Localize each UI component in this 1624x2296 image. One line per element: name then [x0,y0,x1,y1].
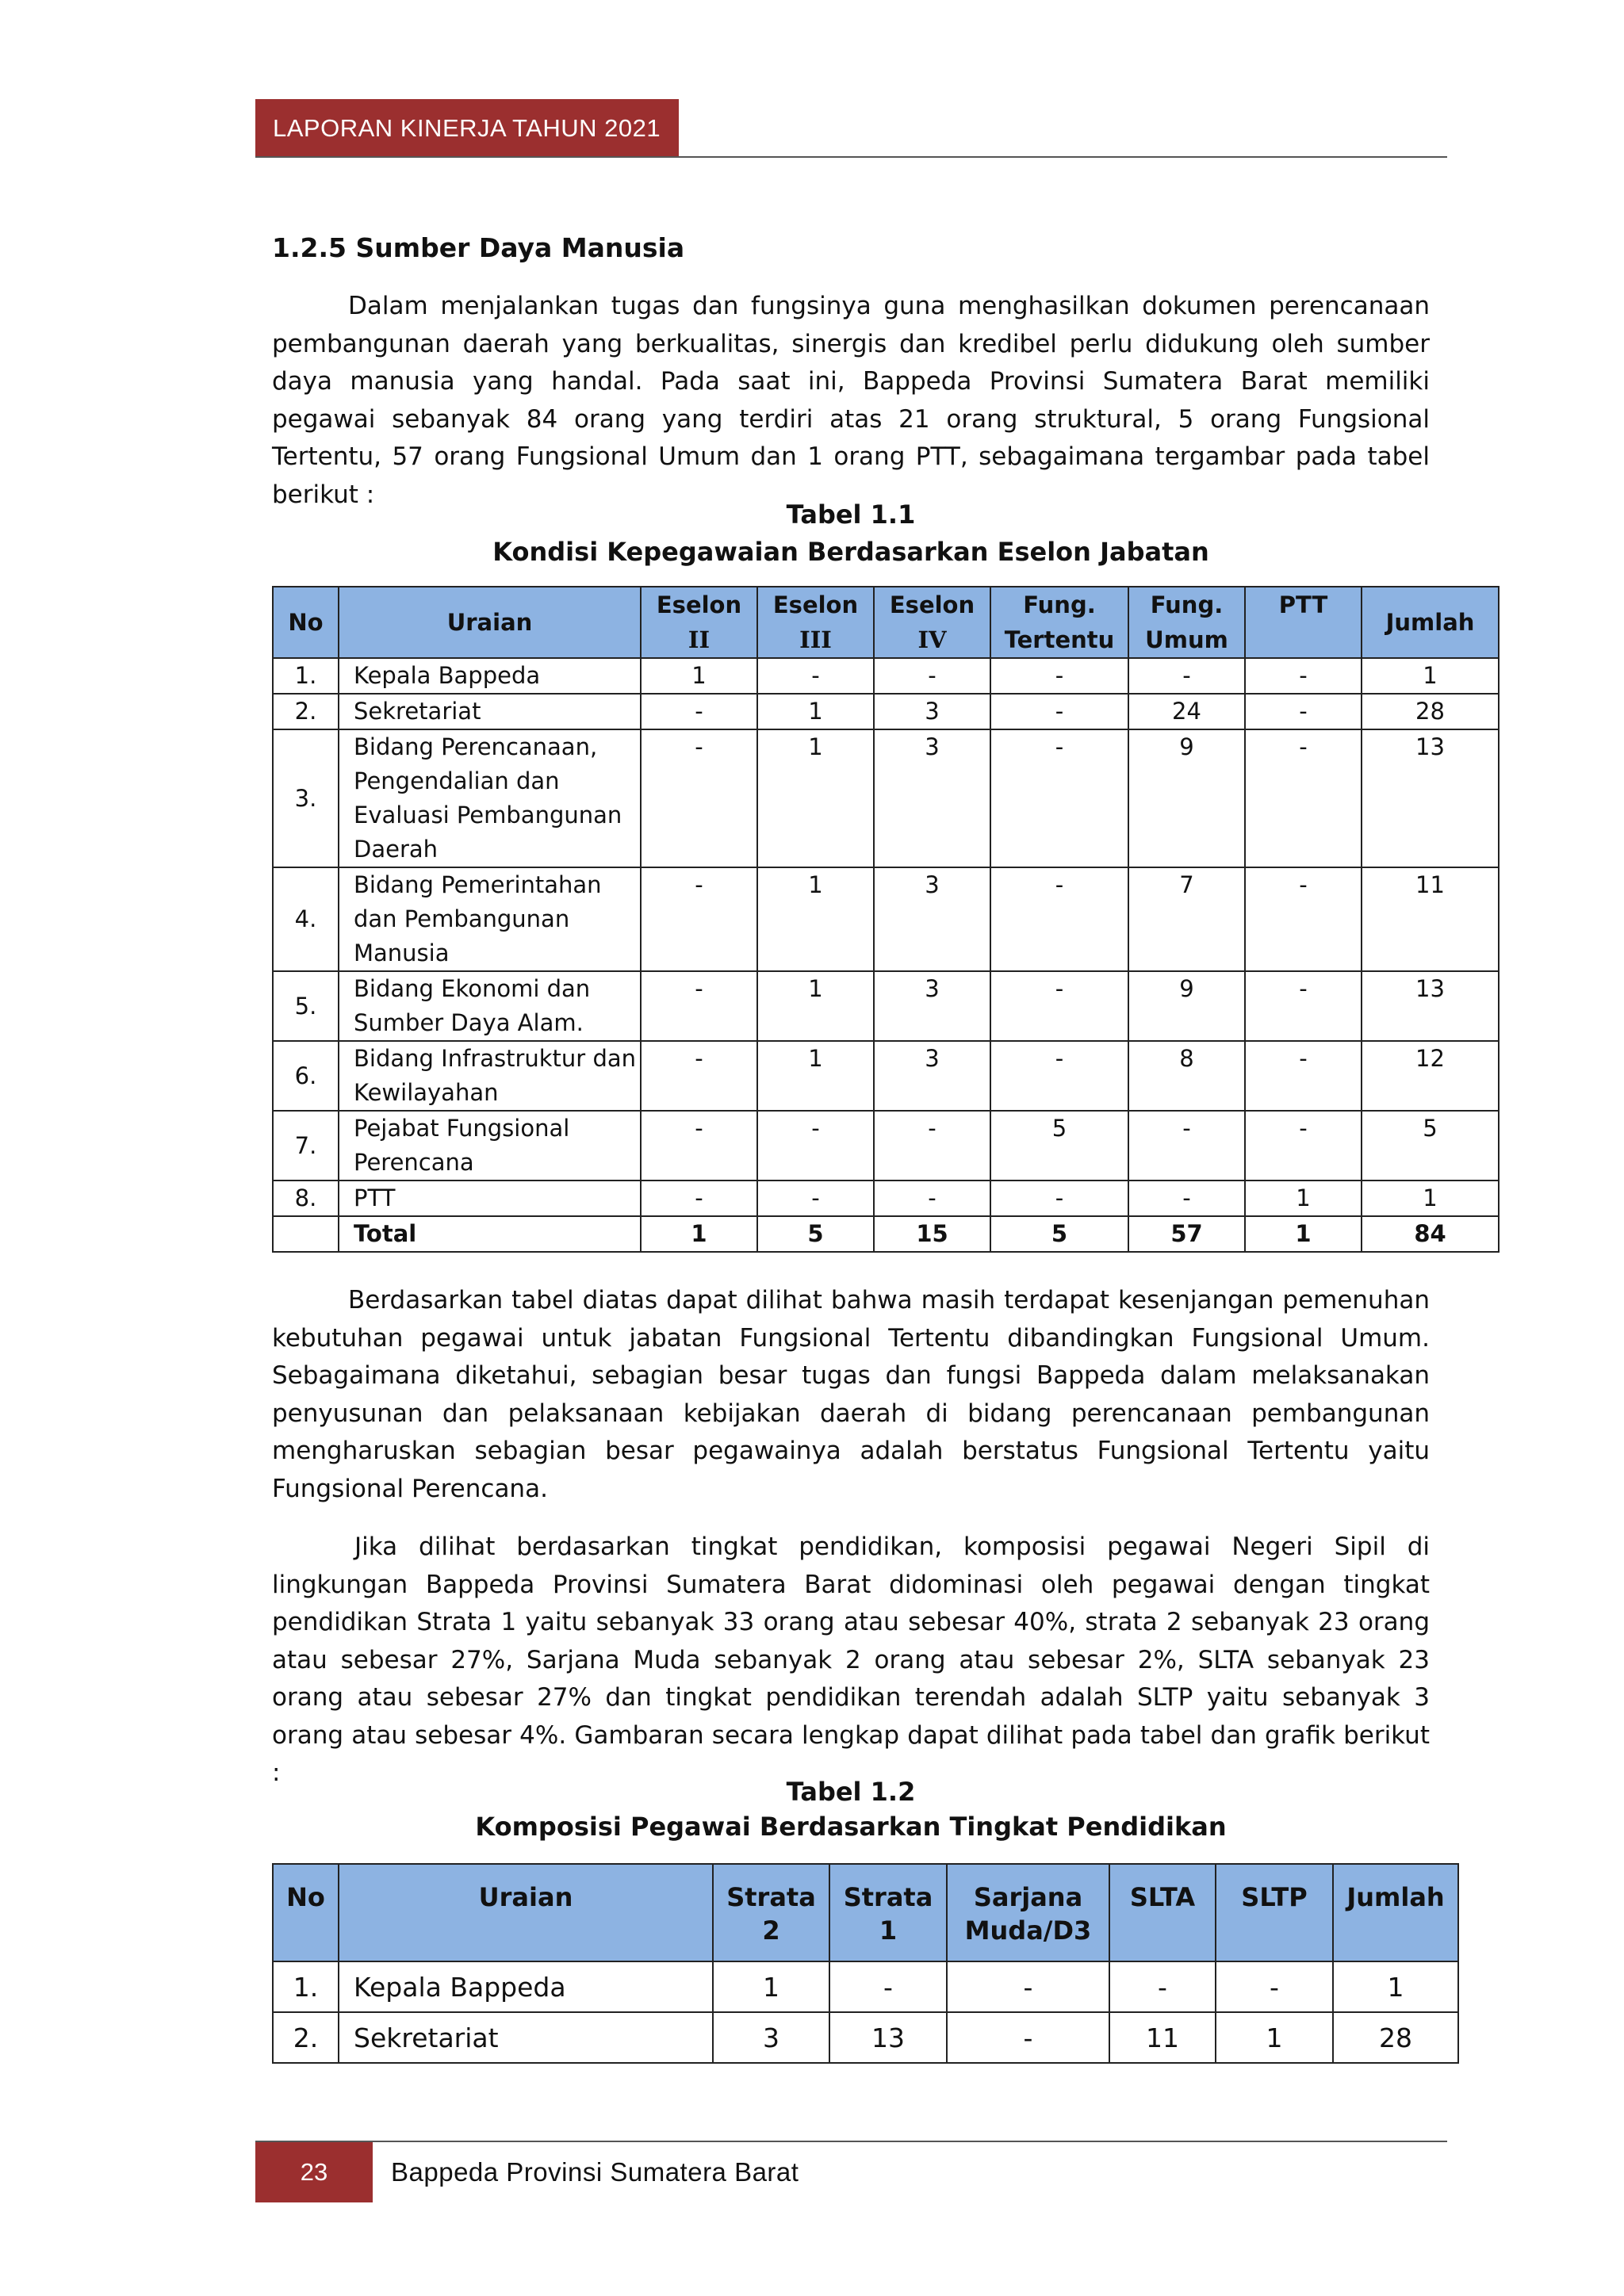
table2-caption-title: Komposisi Pegawai Berdasarkan Tingkat Pendidikan [475,1812,1227,1842]
row-value-ptt: - [1245,694,1362,729]
table-cell [273,1216,339,1252]
row-number: 8. [273,1181,339,1216]
row-value-jml: 11 [1362,867,1499,971]
row-value-e4: 3 [874,1041,990,1111]
table-eselon [272,586,1500,1253]
paragraph-education: Jika dilihat berdasarkan tingkat pendidikan, komposisi pegawai Negeri Sipil di lingkungan Bappeda Provinsi Sumatera Barat didominasi oleh pegawai dengan tingkat pendidikan Strata 1 yaitu sebanyak 33 orang atau sebesar 40%, strata 2 sebanyak 23 orang atau sebesar 27%, Sarjana Muda sebanyak 2 orang atau sebesar 2%, SLTA sebanyak 23 orang atau sebesar 27% dan tingkat pendidikan terendah adalah SLTP yaitu sebanyak 3 orang atau sebesar 4%. Gambaran secara lengkap dapat dilihat pada tabel dan grafik berikut : [272,1533,1430,1787]
row-value-fu: 8 [1128,1041,1245,1111]
row-value-e4: 3 [874,971,990,1041]
row-number: 2. [273,2012,339,2063]
report-header-title: LAPORAN KINERJA TAHUN 2021 [255,99,679,158]
col-header-no: No [273,1864,339,1961]
row-value-e2: 1 [641,658,757,694]
row-value-s2: 1 [713,1961,829,2012]
row-value-fu: - [1128,658,1245,694]
row-value-ft: - [990,1181,1128,1216]
row-value-ptt: - [1245,971,1362,1041]
row-value-fu: 24 [1128,694,1245,729]
table-row [273,2012,1458,2063]
row-value-e3: 1 [757,971,874,1041]
table-row [273,867,1499,971]
row-value-e3: 1 [757,694,874,729]
row-value-ft: - [990,729,1128,867]
row-uraian: Sekretariat [339,2012,713,2063]
row-value-jml: 28 [1362,694,1499,729]
table-pendidikan [272,1863,1459,2064]
row-uraian: Bidang Infrastruktur dan Kewilayahan [339,1041,641,1111]
table2-header-row [273,1864,1458,1961]
row-value-ft: - [990,658,1128,694]
header-divider [255,156,1447,158]
table-row [273,971,1499,1041]
row-value-e3: - [757,1111,874,1181]
table1-caption-number: Tabel 1.1 [786,499,916,530]
row-value-jml: 1 [1362,1181,1499,1216]
row-value-e4: - [874,1181,990,1216]
row-number: 3. [273,729,339,867]
paragraph-intro: Dalam menjalankan tugas dan fungsinya guna menghasilkan dokumen perencanaan pembangunan daerah yang berkualitas, sinergis dan kredibel perlu didukung oleh sumber daya manusia yang handal. Pada saat ini, Bappeda Provinsi Sumatera Barat memiliki pegawai sebanyak 84 orang yang terdiri atas 21 orang struktural, 5 orang Fungsional Tertentu, 57 orang Fungsional Umum dan 1 orang PTT, sebagaimana tergambar pada tabel berikut : [272,292,1430,509]
row-number: 6. [273,1041,339,1111]
table-row [273,694,1499,729]
page-number: 23 [255,2142,373,2202]
row-value-jml: 12 [1362,1041,1499,1111]
row-value-e4: - [874,658,990,694]
row-value-slta: 11 [1109,2012,1216,2063]
row-value-e2: - [641,1181,757,1216]
row-uraian: Pejabat Fungsional Perencana [339,1111,641,1181]
col-header-no: No [273,587,339,658]
row-value-ptt: 1 [1245,1181,1362,1216]
row-value-e2: - [641,971,757,1041]
table-row [273,1041,1499,1111]
row-number: 1. [273,1961,339,2012]
col-header-fung-tertentu: Fung. Tertentu [990,587,1128,658]
row-value-fu: 9 [1128,729,1245,867]
row-value-jml: 13 [1362,971,1499,1041]
col-header-strata2: Strata 2 [713,1864,829,1961]
row-uraian: Kepala Bappeda [339,658,641,694]
row-uraian: Bidang Perencanaan, Pengendalian dan Evaluasi Pembangunan Daerah [339,729,641,867]
total-eselon4: 15 [874,1216,990,1252]
total-ptt: 1 [1245,1216,1362,1252]
col-header-fung-umum: Fung. Umum [1128,587,1245,658]
row-value-e2: - [641,1041,757,1111]
table2-caption-number: Tabel 1.2 [786,1777,916,1807]
row-value-s2: 3 [713,2012,829,2063]
col-header-jumlah: Jumlah [1362,587,1499,658]
table-row [273,1961,1458,2012]
table-row [273,1111,1499,1181]
section-title: 1.2.5 Sumber Daya Manusia [272,232,685,263]
row-uraian: Bidang Ekonomi dan Sumber Daya Alam. [339,971,641,1041]
table1-header-row [273,587,1499,658]
row-value-ft: - [990,867,1128,971]
row-number: 2. [273,694,339,729]
row-uraian: Bidang Pemerintahan dan Pembangunan Manusia [339,867,641,971]
total-fung-umum: 57 [1128,1216,1245,1252]
row-value-e2: - [641,867,757,971]
row-value-sm: - [947,2012,1109,2063]
row-value-ptt: - [1245,729,1362,867]
col-header-uraian: Uraian [339,587,641,658]
footer-organization: Bappeda Provinsi Sumatera Barat [391,2157,799,2187]
total-eselon3: 5 [757,1216,874,1252]
row-value-e4: 3 [874,694,990,729]
row-number: 1. [273,658,339,694]
col-header-sltp: SLTP [1216,1864,1333,1961]
row-value-ptt: - [1245,658,1362,694]
col-header-ptt: PTT [1245,587,1362,658]
col-header-uraian: Uraian [339,1864,713,1961]
row-value-e3: 1 [757,1041,874,1111]
row-value-slta: - [1109,1961,1216,2012]
table-row [273,658,1499,694]
row-value-ft: 5 [990,1111,1128,1181]
row-value-fu: - [1128,1111,1245,1181]
col-header-slta: SLTA [1109,1864,1216,1961]
col-header-jumlah: Jumlah [1333,1864,1458,1961]
row-value-fu: 7 [1128,867,1245,971]
col-header-strata1: Strata 1 [829,1864,947,1961]
row-value-fu: - [1128,1181,1245,1216]
col-header-eselon4: Eselon IV [874,587,990,658]
row-number: 5. [273,971,339,1041]
row-value-jml: 13 [1362,729,1499,867]
row-value-e2: - [641,1111,757,1181]
row-value-ptt: - [1245,1111,1362,1181]
total-eselon2: 1 [641,1216,757,1252]
row-value-e2: - [641,729,757,867]
row-value-sltp: - [1216,1961,1333,2012]
row-uraian: Sekretariat [339,694,641,729]
row-value-ptt: - [1245,867,1362,971]
row-value-ft: - [990,1041,1128,1111]
row-value-sltp: 1 [1216,2012,1333,2063]
total-label: Total [339,1216,641,1252]
row-value-e3: - [757,658,874,694]
row-value-ft: - [990,694,1128,729]
row-value-s1: - [829,1961,947,2012]
row-value-jml: 1 [1333,1961,1458,2012]
row-value-e3: 1 [757,867,874,971]
row-uraian: PTT [339,1181,641,1216]
row-value-ptt: - [1245,1041,1362,1111]
row-value-e3: - [757,1181,874,1216]
col-header-sarjana-muda: Sarjana Muda/D3 [947,1864,1109,1961]
col-header-eselon2: Eselon II [641,587,757,658]
row-value-e4: 3 [874,729,990,867]
row-value-jml: 5 [1362,1111,1499,1181]
row-value-s1: 13 [829,2012,947,2063]
table-row [273,1181,1499,1216]
col-header-eselon3: Eselon III [757,587,874,658]
table-row [273,729,1499,867]
table1-total-row [273,1216,1499,1252]
total-fung-tertentu: 5 [990,1216,1128,1252]
row-value-sm: - [947,1961,1109,2012]
row-value-e4: - [874,1111,990,1181]
paragraph-analysis: Berdasarkan tabel diatas dapat dilihat bahwa masih terdapat kesenjangan pemenuhan kebutuhan pegawai untuk jabatan Fungsional Tertentu dibandingkan Fungsional Umum. Sebagaimana diketahui, sebagian besar tugas dan fungsi Bappeda dalam melaksanakan penyusunan dan pelaksanaan kebijakan daerah di bidang perencanaan pembangunan mengharuskan sebagian besar pegawainya adalah berstatus Fungsional Tertentu yaitu Fungsional Perencana. [272,1286,1430,1503]
row-value-jml: 1 [1362,658,1499,694]
row-value-ft: - [990,971,1128,1041]
row-number: 4. [273,867,339,971]
row-value-fu: 9 [1128,971,1245,1041]
row-value-e3: 1 [757,729,874,867]
total-jumlah: 84 [1362,1216,1499,1252]
row-value-e4: 3 [874,867,990,971]
row-value-e2: - [641,694,757,729]
row-value-jml: 28 [1333,2012,1458,2063]
row-number: 7. [273,1111,339,1181]
row-uraian: Kepala Bappeda [339,1961,713,2012]
table1-caption-title: Kondisi Kepegawaian Berdasarkan Eselon Jabatan [492,537,1209,567]
